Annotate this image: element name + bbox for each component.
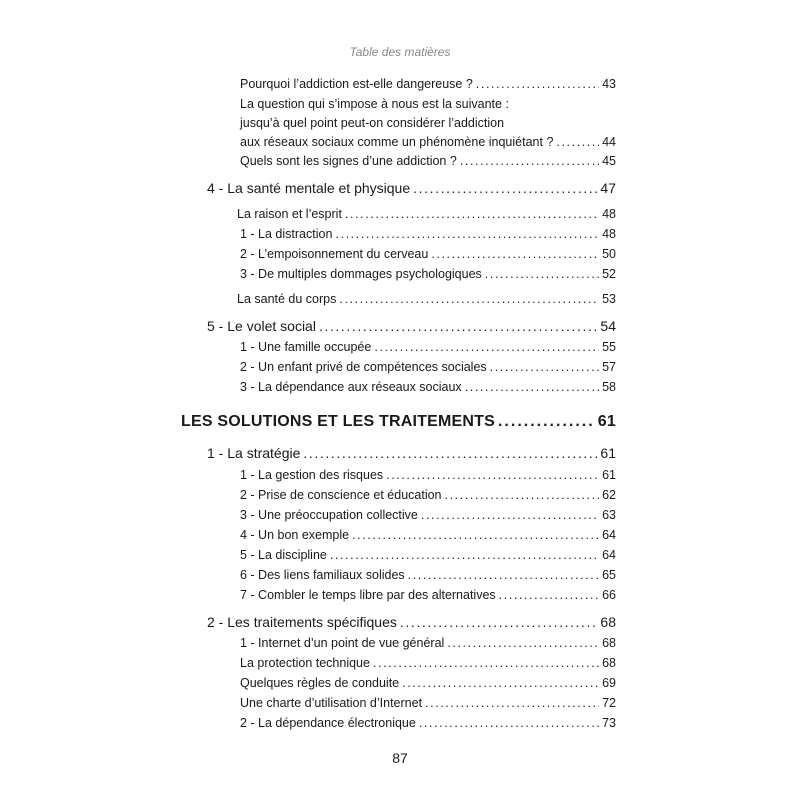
toc-entry[interactable] xyxy=(237,206,616,222)
running-header: Table des matières xyxy=(349,45,451,59)
leader-dots xyxy=(556,134,599,150)
toc-entry-label: 2 - L’empoisonnement du cerveau xyxy=(240,247,429,261)
toc-entry-page: 52 xyxy=(602,267,616,281)
leader-dots xyxy=(485,266,599,282)
toc-entry-page: 72 xyxy=(602,696,616,710)
toc-entry-page: 68 xyxy=(602,656,616,670)
toc-entry-page: 61 xyxy=(602,468,616,482)
toc-entry[interactable] xyxy=(240,695,616,711)
toc-entry[interactable] xyxy=(207,318,616,334)
toc-entry-label: 4 - Un bon exemple xyxy=(240,528,350,542)
toc-entry-page: 66 xyxy=(602,588,616,602)
toc-entry-label: LES SOLUTIONS ET LES TRAITEMENTS xyxy=(181,413,495,430)
leader-dots xyxy=(460,153,599,169)
leader-dots xyxy=(465,379,599,395)
toc-entry[interactable] xyxy=(240,134,616,150)
toc-entry-label: Quelques règles de conduite xyxy=(240,676,400,690)
toc-entry[interactable] xyxy=(240,359,616,375)
toc-entry-page: 53 xyxy=(602,292,616,306)
toc-entry-label: 3 - La dépendance aux réseaux sociaux xyxy=(240,380,462,394)
toc-part-heading[interactable] xyxy=(181,414,616,430)
leader-dots xyxy=(425,695,599,711)
toc-entry-label: Pourquoi l’addiction est-elle dangereuse ? xyxy=(240,77,473,91)
toc-entry[interactable] xyxy=(240,467,616,483)
toc-entry[interactable] xyxy=(240,266,616,282)
toc-entry[interactable] xyxy=(240,567,616,583)
toc-entry-page: 61 xyxy=(597,413,616,430)
toc-entry-label: 2 - Prise de conscience et éducation xyxy=(240,488,442,502)
toc-entry-label: 5 - Le volet social xyxy=(207,318,316,334)
toc-entry-page: 57 xyxy=(602,360,616,374)
leader-dots xyxy=(386,467,599,483)
toc-entry[interactable] xyxy=(240,507,616,523)
leader-dots xyxy=(490,359,599,375)
toc-entry-page: 48 xyxy=(602,207,616,221)
leader-dots xyxy=(408,567,599,583)
toc-entry-label: 3 - De multiples dommages psychologiques xyxy=(240,267,482,281)
toc-entry-page: 50 xyxy=(602,247,616,261)
toc-entry-page: 45 xyxy=(602,154,616,168)
toc-entry[interactable] xyxy=(240,226,616,242)
toc-entry-label: Quels sont les signes d’une addiction ? xyxy=(240,154,457,168)
toc-entry[interactable] xyxy=(240,587,616,603)
leader-dots xyxy=(303,445,597,461)
toc-entry-page: 55 xyxy=(602,340,616,354)
toc-entry[interactable] xyxy=(237,291,616,307)
leader-dots xyxy=(374,339,599,355)
toc-entry-page: 43 xyxy=(602,77,616,91)
toc-entry[interactable] xyxy=(240,635,616,651)
toc-entry-label: 5 - La discipline xyxy=(240,548,327,562)
toc-entry[interactable] xyxy=(240,675,616,691)
toc-entry-page: 54 xyxy=(600,318,616,334)
toc-entry-label: 2 - Un enfant privé de compétences sociales xyxy=(240,360,487,374)
toc-entry-label: La protection technique xyxy=(240,656,370,670)
toc-entry[interactable] xyxy=(240,153,616,169)
leader-dots xyxy=(445,487,600,503)
leader-dots xyxy=(330,547,599,563)
leader-dots xyxy=(402,675,599,691)
toc-entry[interactable] xyxy=(240,76,616,92)
toc-entry-page: 68 xyxy=(602,636,616,650)
toc-entry-label: La santé du corps xyxy=(237,292,337,306)
toc-entry-label: 2 - Les traitements spécifiques xyxy=(207,614,397,630)
toc-entry-page: 47 xyxy=(600,180,616,196)
toc-entry-text: jusqu’à quel point peut-on considérer l’addiction xyxy=(240,116,505,130)
toc-entry-label: 7 - Combler le temps libre par des alternatives xyxy=(240,588,496,602)
toc-entry-label: 2 - La dépendance électronique xyxy=(240,716,416,730)
leader-dots xyxy=(499,587,599,603)
leader-dots xyxy=(498,414,595,430)
toc-entry-label: 1 - La gestion des risques xyxy=(240,468,384,482)
leader-dots xyxy=(400,614,598,630)
toc-entry-page: 58 xyxy=(602,380,616,394)
toc-entry-page: 73 xyxy=(602,716,616,730)
toc-entry-page: 63 xyxy=(602,508,616,522)
toc-entry-label: 1 - La distraction xyxy=(240,227,333,241)
toc-entry[interactable] xyxy=(240,547,616,563)
leader-dots xyxy=(421,507,599,523)
toc-entry[interactable] xyxy=(240,246,616,262)
toc-entry[interactable] xyxy=(240,715,616,731)
toc-entry-label: 1 - La stratégie xyxy=(207,445,301,461)
leader-dots xyxy=(476,76,599,92)
toc-entry-page: 65 xyxy=(602,568,616,582)
toc-entry-page: 69 xyxy=(602,676,616,690)
leader-dots xyxy=(447,635,599,651)
toc-entry-page: 44 xyxy=(602,135,616,149)
toc-entry[interactable] xyxy=(240,527,616,543)
toc-entry[interactable] xyxy=(207,614,616,630)
leader-dots xyxy=(339,291,599,307)
leader-dots xyxy=(373,655,599,671)
toc-entry-label: La raison et l’esprit xyxy=(237,207,342,221)
leader-dots xyxy=(345,206,599,222)
toc-entry-label: aux réseaux sociaux comme un phénomène inquiétant ? xyxy=(240,135,554,149)
leader-dots xyxy=(352,527,599,543)
leader-dots xyxy=(413,180,597,196)
toc-entry-text: La question qui s’impose à nous est la suivante : xyxy=(240,97,509,111)
toc-entry[interactable] xyxy=(207,180,616,196)
toc-entry-page: 48 xyxy=(602,227,616,241)
toc-entry-page: 62 xyxy=(602,488,616,502)
toc-entry-page: 64 xyxy=(602,548,616,562)
toc-entry[interactable] xyxy=(240,655,616,671)
toc-entry-label: 1 - Internet d’un point de vue général xyxy=(240,636,445,650)
page-number: 87 xyxy=(392,750,408,766)
leader-dots xyxy=(319,318,597,334)
leader-dots xyxy=(431,246,599,262)
toc-entry-page: 64 xyxy=(602,528,616,542)
toc-entry[interactable] xyxy=(240,339,616,355)
toc-entry-page: 68 xyxy=(600,614,616,630)
toc-entry-page: 61 xyxy=(600,445,616,461)
toc-entry[interactable] xyxy=(240,487,616,503)
leader-dots xyxy=(419,715,599,731)
toc-entry-label: 6 - Des liens familiaux solides xyxy=(240,568,405,582)
toc-entry[interactable] xyxy=(207,445,616,461)
toc-entry[interactable] xyxy=(240,379,616,395)
toc-entry-label: Une charte d’utilisation d’Internet xyxy=(240,696,423,710)
toc-entry-label: 1 - Une famille occupée xyxy=(240,340,372,354)
toc-entry-label: 3 - Une préoccupation collective xyxy=(240,508,418,522)
leader-dots xyxy=(335,226,599,242)
toc-entry-label: 4 - La santé mentale et physique xyxy=(207,180,411,196)
